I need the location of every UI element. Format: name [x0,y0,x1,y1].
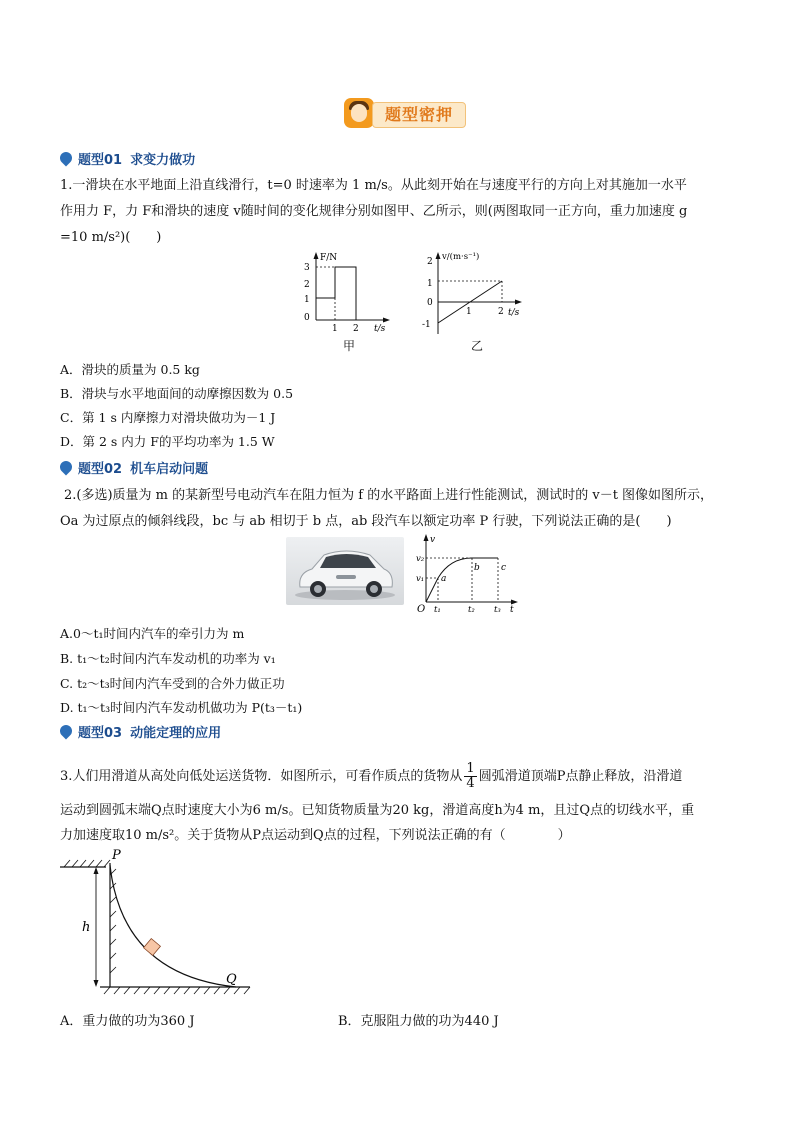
x-axis-label: t/s [508,308,520,318]
option-c: C. t₂～t₃时间内汽车受到的合外力做正功 [60,676,285,691]
arc-slide [110,865,236,987]
x-axis-arrow [511,600,518,605]
force-time-graph [294,250,404,340]
point-label: b [474,563,480,573]
graph-caption: 甲 [343,339,356,353]
location-pin-icon [58,150,75,167]
teacher-avatar-icon [344,98,374,128]
x-axis-label: t/s [374,324,386,334]
cargo-block [144,939,161,956]
location-pin-icon [58,459,75,476]
x-tick: t₂ [468,605,475,614]
option-a: A.0～t₁时间内汽车的牵引力为 m [60,626,245,641]
y-tick: v₁ [416,574,425,584]
option-d: D．第 2 s 内力 F的平均功率为 1.5 W [60,434,275,449]
option-b: B．滑块与水平地面间的动摩擦因数为 0.5 [60,386,294,401]
x-tick: t₁ [434,605,441,614]
car-photo [286,537,404,605]
section-banner [344,98,464,130]
point-q-label: Q [226,972,237,987]
car-vt-graph [414,532,524,614]
option-a: A．滑块的质量为 0.5 kg [60,362,200,377]
section-heading-3: 题型03 动能定理的应用 [60,721,221,741]
question-text: 运动到圆弧末端Q点时速度大小为6 m/s。已知货物质量为20 kg，滑道高度h为4 m，且过Q点的切线水平，重 [60,803,695,818]
option-d: D. t₁～t₃时间内汽车发动机做功为 P(t₃－t₁) [60,700,303,715]
option-b: B. t₁～t₂时间内汽车发动机的功率为 v₁ [60,651,276,666]
option-b: B．克服阻力做的功为440 J [338,1014,499,1029]
y-tick: 3 [304,263,310,273]
y-tick: 1 [304,295,310,305]
height-label: h [82,920,91,935]
question-text: Oa 为过原点的倾斜线段，bc 与 ab 相切于 b 点，ab 段汽车以额定功率 P 行驶，下列说法正确的是( ) [60,514,672,529]
x-tick: 2 [498,307,504,317]
y-axis-label: v [430,535,436,545]
option-c: C．第 1 s 内摩擦力对滑块做功为－1 J [60,410,276,425]
electric-car-icon [286,537,404,605]
fraction: $\frac{1}{4}$ [466,761,475,791]
y-axis-arrow [436,252,441,259]
y-tick: 0 [304,313,310,323]
y-axis-label: F/N [320,253,338,263]
force-line [316,267,356,320]
velocity-time-graph [418,248,536,338]
y-axis-arrow [424,534,429,541]
slide-figure [60,845,260,995]
section-heading-2: 题型02 机车启动问题 [60,457,208,477]
banner-label: 题型密押 [372,102,466,128]
y-tick: -1 [422,320,431,330]
y-axis-label: v/(m·s⁻¹) [442,252,480,262]
section-heading-1: 题型01 求变力做功 [60,148,195,168]
y-tick: 2 [427,257,433,267]
y-tick: 0 [427,298,433,308]
x-tick: 2 [353,324,359,334]
question-text: 2.(多选)质量为 m 的某新型号电动汽车在阻力恒为 f 的水平路面上进行性能测试，测试时的 v－t 图像如图所示， [64,488,714,503]
graph-caption: 乙 [471,339,484,353]
location-pin-icon [58,723,75,740]
question-text: 3.人们用滑道从高处向低处运送货物．如图所示，可看作质点的货物从 $\frac{1}{4}$ 圆弧滑道顶端P点静止释放，沿滑道 [60,761,683,791]
bottom-hatching [104,987,250,994]
option-a: A．重力做的功为360 J [60,1014,195,1029]
x-axis-arrow [383,318,390,323]
point-p-label: P [112,848,121,863]
y-axis-arrow [314,252,319,259]
y-tick: 1 [427,279,433,289]
point-label: a [441,574,447,584]
point-label: c [501,563,507,573]
x-axis-label: t [510,605,514,614]
x-tick: t₃ [494,605,501,614]
question-text: 力加速度取10 m/s²。关于货物从P点运动到Q点的过程，下列说法正确的有（ ） [60,828,571,843]
x-axis-arrow [515,300,522,305]
x-tick: 1 [466,307,472,317]
origin-label: O [417,604,426,614]
y-tick: v₂ [416,554,425,564]
question-text: 作用力 F，力 F和滑块的速度 v随时间的变化规律分别如图甲、乙所示，则(两图取同一正方向，重力加速度 g [60,204,688,219]
x-tick: 1 [332,324,338,334]
segment-oa [426,578,438,602]
question-text: =10 m/s²)( ) [60,230,162,245]
question-text: 1.一滑块在水平地面上沿直线滑行，t=0 时速率为 1 m/s。从此刻开始在与速度平行的方向上对其施加一水平 [60,178,687,193]
top-hatching [64,860,110,867]
y-tick: 2 [304,280,310,290]
